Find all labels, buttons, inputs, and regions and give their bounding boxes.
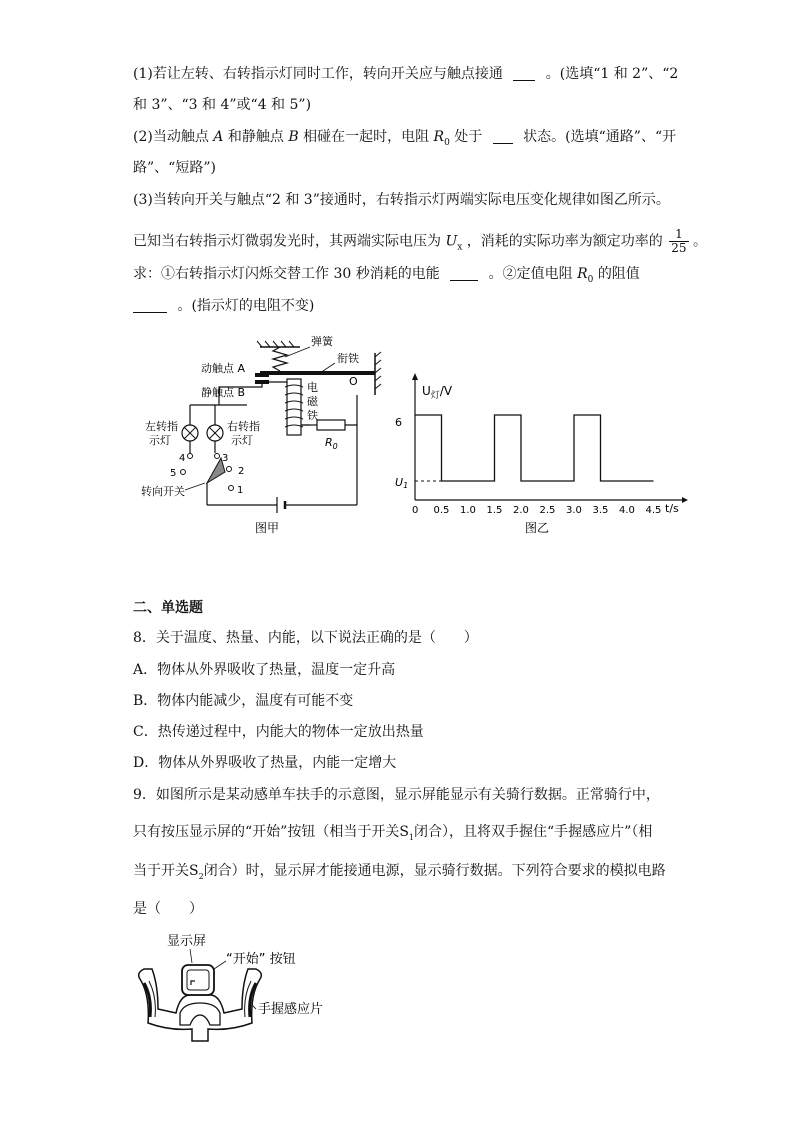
q9-line3 — [133, 861, 666, 887]
label-start-button: “开始” 按钮 — [226, 952, 296, 967]
x-tick-2.5: 2.5 — [539, 505, 556, 516]
label-moving-contact: 动触点 A — [201, 362, 246, 375]
q9-line1: 9．如图所示是某动感单车扶手的示意图，显示屏能显示有关骑行数据。正常骑行中， — [133, 787, 660, 803]
y-axis-arrow — [412, 373, 418, 380]
label-armature: 衔铁 — [337, 352, 359, 365]
q9-line2 — [133, 822, 652, 848]
q9-line2-text-a: 只有按压显示屏的“开始”按钮（相当于开关S — [133, 824, 409, 840]
answer-blank-2[interactable] — [493, 129, 513, 144]
q9-line2-text-b: 闭合），且将双手握住“手握感应片”（相 — [414, 824, 653, 840]
q7-part3-line4 — [133, 296, 314, 316]
q9-line3-text-b: 闭合）时，显示屏才能接通电源，显示骑行数据。下列符合要求的模拟电路 — [203, 863, 666, 879]
bike-handlebar-figure — [130, 925, 360, 1065]
q7-part3-text-g: 的阻值 — [597, 266, 640, 282]
answer-blank-4[interactable] — [133, 298, 167, 313]
q7-part3-line3 — [133, 264, 640, 290]
q7-part3-line1 — [133, 190, 670, 210]
var-Ux: U — [445, 233, 458, 250]
voltage-chart-yi — [390, 370, 690, 545]
q8-option-b[interactable]: B．物体内能减少，温度有可能不变 — [133, 693, 354, 709]
var-R0-b: R — [577, 266, 588, 282]
x-tick-0: 0 — [412, 505, 419, 516]
pivot-wall-hatch — [375, 352, 381, 389]
q7-part3-text-a: (3)当转向开关与触点“2 和 3”接通时，右转指示灯两端实际电压变化规律如图乙所示。 — [133, 192, 670, 208]
q7-part1-line2 — [133, 95, 311, 115]
q7-part2-text-b: 和静触点 — [227, 129, 284, 145]
x-tick-3.5: 3.5 — [592, 505, 609, 516]
x-axis-label: t/s — [665, 502, 679, 515]
leader-switch — [185, 483, 205, 490]
label-contact-1: 1 — [237, 485, 244, 496]
x-tick-1.5: 1.5 — [486, 505, 503, 516]
x-tick-1.0: 1.0 — [460, 505, 476, 516]
label-electromagnet-1: 电 — [307, 381, 318, 394]
contact-1 — [229, 486, 234, 491]
leader-display — [190, 949, 192, 963]
x-axis-arrow — [682, 497, 688, 503]
q7-part2-text-c: 相碰在一起时，电阻 — [303, 129, 430, 145]
q7-part2-line2 — [133, 158, 216, 178]
q7-part3-text-d: 。 — [692, 233, 707, 250]
q7-part2-options: 状态。(选填“通路”、“开 — [523, 129, 677, 145]
q9-s1-sub: 1 — [408, 832, 414, 842]
x-tick-0.5: 0.5 — [433, 505, 450, 516]
contact-3 — [215, 454, 220, 459]
q7-part3-text-e: 求：①右转指示灯闪烁交替工作 30 秒消耗的电能 — [133, 266, 440, 282]
display-inner — [187, 970, 209, 990]
fraction-numerator: 1 — [669, 228, 688, 242]
left-lamp — [182, 425, 198, 441]
section-heading-single-choice: 二、单选题 — [133, 600, 203, 616]
q9-line3-text-a: 当于开关S — [133, 863, 199, 879]
q8-option-d[interactable]: D．物体从外界吸收了热量，内能一定增大 — [133, 755, 397, 771]
right-lamp — [207, 425, 223, 441]
turn-switch-blade[interactable] — [207, 458, 225, 483]
caption-yi: 图乙 — [525, 521, 550, 535]
label-contact-5: 5 — [170, 468, 177, 479]
contact-4 — [188, 454, 193, 459]
label-electromagnet-2: 磁 — [307, 395, 318, 408]
var-R0-b-sub: 0 — [587, 274, 594, 285]
fraction-1-25 — [669, 228, 688, 255]
q7-part2-text-a: (2)当动触点 — [133, 129, 209, 145]
q7-part3-text-f: 。②定值电阻 — [488, 266, 573, 282]
q7-part1-text: (1)若让左转、右转指示灯同时工作，转向开关应与触点接通 — [133, 66, 503, 82]
q9-line4: 是（ ） — [133, 901, 203, 917]
x-tick-4.0: 4.0 — [619, 505, 635, 516]
q7-part2-line1 — [133, 127, 676, 153]
q8-option-a[interactable]: A．物体从外界吸收了热量，温度一定升高 — [133, 662, 396, 678]
label-display: 显示屏 — [167, 934, 207, 949]
moving-contact-A — [255, 373, 269, 377]
y-tick-u1: U1 — [395, 476, 409, 490]
contact-5 — [181, 470, 186, 475]
leader-spring — [285, 347, 310, 357]
q7-part1-line1 — [133, 64, 678, 84]
q7-part2-text-d: 处于 — [454, 129, 483, 145]
x-tick-3.0: 3.0 — [566, 505, 582, 516]
var-B: B — [288, 129, 299, 145]
fraction-denominator: 25 — [671, 241, 687, 255]
voltage-waveform — [415, 415, 654, 481]
label-static-contact: 静触点 B — [201, 386, 246, 399]
spring — [273, 347, 287, 371]
q7-part3-line2 — [133, 228, 707, 257]
electromagnet-core — [287, 379, 301, 435]
electromagnet-coil — [285, 385, 303, 427]
x-tick-4.5: 4.5 — [645, 505, 662, 516]
q7-part1-options-cont: 和 3”、“3 和 4”或“4 和 5”) — [133, 97, 312, 113]
q7-part3-text-b: 已知当右转指示灯微弱发光时，其两端实际电压为 — [133, 233, 441, 250]
label-left-lamp-1: 左转指 — [145, 420, 178, 433]
label-pivot-O: O — [349, 375, 358, 388]
var-R0: R — [433, 129, 445, 145]
label-spring: 弹簧 — [311, 335, 333, 348]
var-A: A — [213, 129, 224, 145]
label-contact-3: 3 — [222, 453, 229, 464]
label-R0: $R_0$ — [325, 436, 338, 451]
q8-option-c[interactable]: C．热传递过程中，内能大的物体一定放出热量 — [133, 724, 424, 740]
spring-mount-hatch — [257, 341, 294, 347]
q7-part3-text-h: 。(指示灯的电阻不变) — [177, 298, 315, 314]
label-left-lamp-2: 示灯 — [149, 434, 171, 447]
q7-part3-text-c: ，消耗的实际功率为额定功率的 — [466, 233, 663, 250]
label-right-lamp-2: 示灯 — [231, 434, 253, 447]
label-turn-switch: 转向开关 — [141, 485, 185, 498]
wire-hidden — [357, 375, 375, 425]
q9-s2-sub: 2 — [198, 871, 204, 881]
contact-2 — [227, 467, 232, 472]
label-right-lamp-1: 右转指 — [227, 420, 260, 433]
var-Ux-sub: x — [457, 242, 463, 253]
answer-blank-3[interactable] — [450, 266, 478, 281]
label-contact-2: 2 — [238, 466, 245, 477]
wire-R0-to-battery — [345, 425, 357, 505]
q7-part2-options-cont: 路”、“短路”) — [133, 160, 216, 176]
x-tick-labels — [412, 505, 661, 516]
label-hand-sensor: 手握感应片 — [258, 1002, 324, 1017]
label-electromagnet-3: 铁 — [307, 409, 318, 422]
answer-blank-1[interactable] — [513, 66, 535, 81]
caption-jia: 图甲 — [255, 521, 280, 535]
resistor-R0 — [317, 420, 345, 430]
y-tick-6: 6 — [395, 416, 402, 429]
x-tick-2.0: 2.0 — [513, 505, 529, 516]
label-contact-4: 4 — [179, 453, 186, 464]
y-axis-label: $U_灯/V$ — [422, 384, 453, 401]
q8-stem: 8．关于温度、热量、内能，以下说法正确的是（ ） — [133, 630, 478, 646]
circuit-diagram-jia — [135, 335, 395, 545]
q7-part1-options: 。(选填“1 和 2”、“2 — [545, 66, 679, 82]
armature — [260, 371, 375, 375]
var-R0-sub: 0 — [444, 137, 450, 148]
